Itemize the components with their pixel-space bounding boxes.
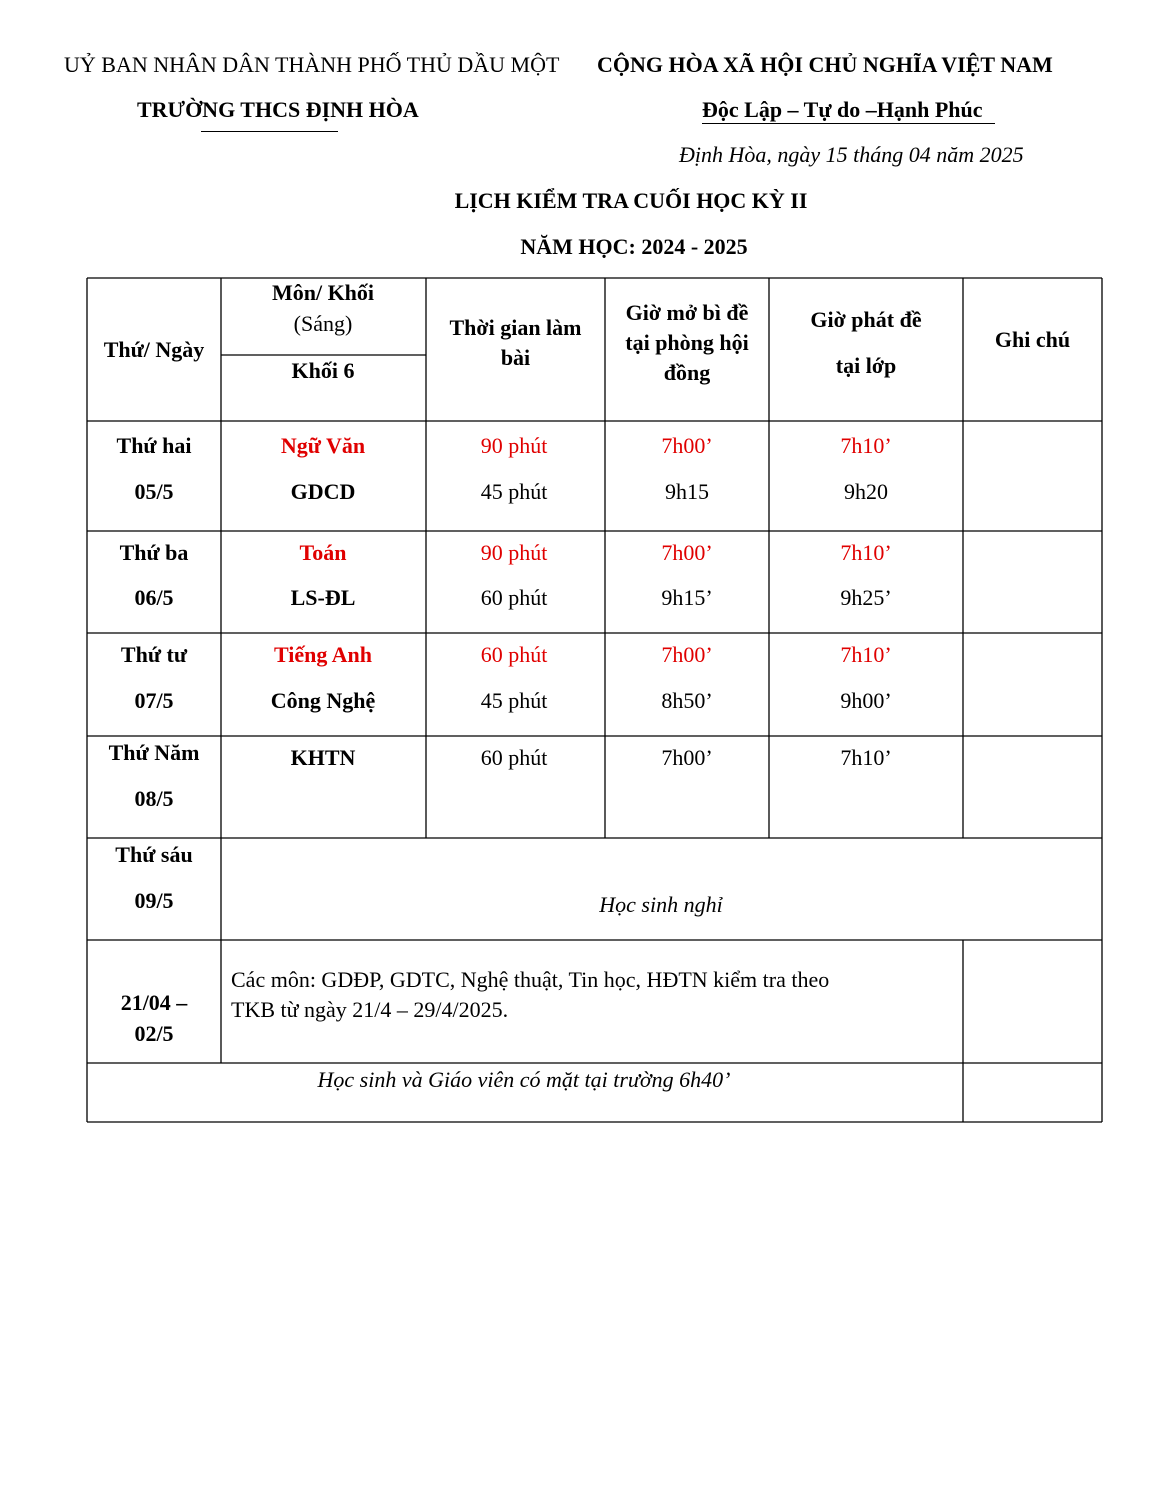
header-open-line2: tại phòng hội <box>625 329 749 355</box>
attendance-note: Học sinh và Giáo viên có mặt tại trường 6h40’ <box>317 1067 731 1092</box>
header-duration <box>426 278 605 421</box>
exam-distribute-time: 9h25’ <box>840 585 892 610</box>
exam-open-time: 7h00’ <box>661 540 713 565</box>
date-line: Định Hòa, ngày 15 tháng 04 năm 2025 <box>679 142 1024 167</box>
header-note-label: Ghi chú <box>994 326 1071 352</box>
country-name: CỘNG HÒA XÃ HỘI CHỦ NGHĨA VIỆT NAM <box>597 52 1053 77</box>
header-day <box>87 278 221 421</box>
range-date-start: 21/04 – <box>120 990 188 1015</box>
header-day-label: Thứ/ Ngày <box>103 336 205 362</box>
school-name: TRƯỜNG THCS ĐỊNH HÒA <box>137 97 419 122</box>
header-open-time <box>605 278 769 421</box>
exam-duration: 60 phút <box>480 585 548 610</box>
other-subjects-line1: Các môn: GDĐP, GDTC, Nghệ thuật, Tin học, HĐTN kiểm tra theo <box>231 967 830 992</box>
header-duration-line1: Thời gian làm <box>449 314 582 340</box>
header-distribute-time <box>769 278 963 421</box>
range-date-end: 02/5 <box>134 1021 174 1046</box>
exam-subject: Công Nghệ <box>270 688 376 713</box>
header-duration-line2: bài <box>500 344 531 370</box>
school-underline <box>201 131 338 132</box>
school-year: NĂM HỌC: 2024 - 2025 <box>520 234 748 259</box>
header-distribute-line1: Giờ phát đề <box>810 306 922 332</box>
exam-distribute-time: 9h20 <box>844 479 888 504</box>
exam-duration: 60 phút <box>480 642 548 667</box>
exam-open-time: 9h15 <box>665 479 709 504</box>
row-day: Thứ sáu <box>115 842 193 867</box>
national-motto: Độc Lập – Tự do –Hạnh Phúc <box>702 97 983 122</box>
row-date: 07/5 <box>134 688 174 713</box>
exam-subject: GDCD <box>290 479 356 504</box>
row-day: Thứ Năm <box>108 740 200 765</box>
exam-subject: Ngữ Văn <box>280 433 366 458</box>
row-date: 08/5 <box>134 786 174 811</box>
exam-distribute-time: 9h00’ <box>840 688 892 713</box>
exam-distribute-time: 7h10’ <box>840 540 892 565</box>
exam-duration: 45 phút <box>480 479 548 504</box>
header-open-line1: Giờ mở bì đề <box>625 299 749 325</box>
exam-distribute-time: 7h10’ <box>840 642 892 667</box>
exam-duration: 45 phút <box>480 688 548 713</box>
header-note <box>963 278 1102 421</box>
header-session: (Sáng) <box>293 311 353 336</box>
holiday-note: Học sinh nghỉ <box>599 892 723 917</box>
exam-subject: LS-ĐL <box>290 585 356 610</box>
other-subjects-line2: TKB từ ngày 21/4 – 29/4/2025. <box>231 997 509 1022</box>
exam-subject: Tiếng Anh <box>273 642 373 667</box>
header-open-line3: đồng <box>663 359 711 385</box>
exam-open-time: 7h00’ <box>661 433 713 458</box>
exam-subject: Toán <box>299 540 347 565</box>
exam-subject: KHTN <box>290 745 356 770</box>
exam-open-time: 7h00’ <box>661 745 713 770</box>
exam-open-time: 8h50’ <box>661 688 713 713</box>
header-grade: Khối 6 <box>291 358 355 383</box>
exam-distribute-time: 7h10’ <box>840 433 892 458</box>
row-day: Thứ tư <box>120 642 188 667</box>
exam-open-time: 9h15’ <box>661 585 713 610</box>
exam-duration: 90 phút <box>480 540 548 565</box>
exam-open-time: 7h00’ <box>661 642 713 667</box>
document-title: LỊCH KIỂM TRA CUỐI HỌC KỲ II <box>454 188 808 213</box>
row-date: 06/5 <box>134 585 174 610</box>
header-subject: Môn/ Khối <box>271 280 375 305</box>
row-date: 09/5 <box>134 888 174 913</box>
motto-underline <box>702 123 995 124</box>
exam-duration: 60 phút <box>480 745 548 770</box>
row-date: 05/5 <box>134 479 174 504</box>
row-day: Thứ ba <box>119 540 189 565</box>
header-distribute-line2: tại lớp <box>835 352 897 378</box>
exam-duration: 90 phút <box>480 433 548 458</box>
row-day: Thứ hai <box>116 433 192 458</box>
authority-name: UỶ BAN NHÂN DÂN THÀNH PHỐ THỦ DẦU MỘT <box>64 52 560 77</box>
exam-distribute-time: 7h10’ <box>840 745 892 770</box>
